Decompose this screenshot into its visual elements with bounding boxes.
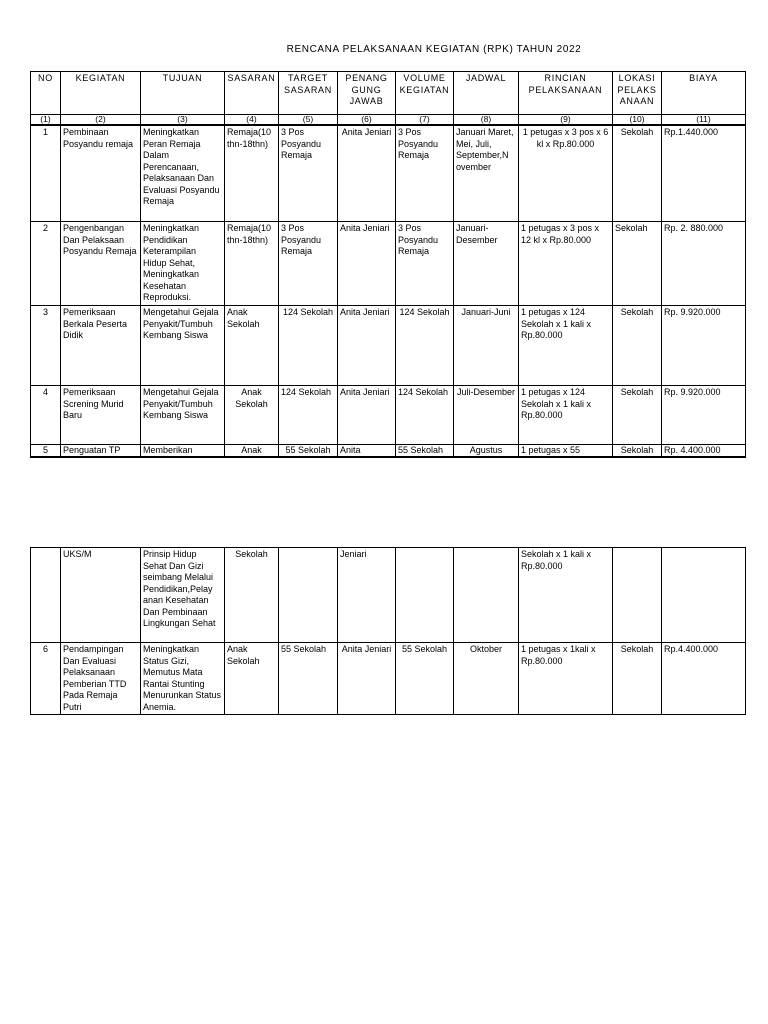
table-row: [31, 548, 746, 643]
cell-penanggung-jawab: Anita Jeniari: [338, 386, 396, 445]
cell-lokasi: Sekolah: [613, 306, 662, 386]
cell-kegiatan: Pemeriksaan Berkala Peserta Didik: [61, 306, 141, 386]
cell-jadwal: Agustus: [454, 445, 519, 458]
cell-no: 3: [31, 306, 61, 386]
cell-kegiatan: Penguatan TP: [61, 445, 141, 458]
header-kegiatan: KEGIATAN: [61, 72, 141, 115]
cell-lokasi: Sekolah: [613, 643, 662, 715]
cell-lokasi: Sekolah: [613, 445, 662, 458]
cell-rincian: 1 petugas x 124 Sekolah x 1 kali x Rp.80.000: [519, 386, 613, 445]
cell-lokasi: Sekolah: [613, 222, 662, 306]
column-number: (6): [338, 115, 396, 126]
header-tujuan: TUJUAN: [141, 72, 225, 115]
cell-lokasi: Sekolah: [613, 125, 662, 222]
header-target-sasaran: TARGET SASARAN: [279, 72, 338, 115]
cell-target: 3 Pos Posyandu Remaja: [279, 125, 338, 222]
table-row: [31, 445, 746, 458]
cell-rincian: 1 petugas x 3 pos x 12 kl x Rp.80.000: [519, 222, 613, 306]
cell-rincian: 1 petugas x 124 Sekolah x 1 kali x Rp.80.000: [519, 306, 613, 386]
header-rincian-pelaksanaan: RINCIAN PELAKSANAAN: [519, 72, 613, 115]
cell-target: 124 Sekolah: [279, 306, 338, 386]
cell-biaya: Rp.4.400.000: [662, 643, 746, 715]
cell-biaya: [662, 548, 746, 643]
column-number: (9): [519, 115, 613, 126]
cell-jadwal: Oktober: [454, 643, 519, 715]
table-row: [31, 643, 746, 715]
cell-volume: 124 Sekolah: [396, 386, 454, 445]
header-sasaran: SASARAN: [225, 72, 279, 115]
cell-tujuan: Mengetahui Gejala Penyakit/Tumbuh Kembang Siswa: [141, 306, 225, 386]
cell-no: 2: [31, 222, 61, 306]
column-number: (5): [279, 115, 338, 126]
column-number: (1): [31, 115, 61, 126]
cell-rincian: 1 petugas x 1kali x Rp.80.000: [519, 643, 613, 715]
cell-sasaran: Anak Sekolah: [225, 643, 279, 715]
cell-jadwal: Januari-Desember: [454, 222, 519, 306]
cell-target: 124 Sekolah: [279, 386, 338, 445]
cell-kegiatan: Pembinaan Posyandu remaja: [61, 125, 141, 222]
cell-penanggung-jawab: Anita Jeniari: [338, 222, 396, 306]
cell-biaya: Rp. 4.400.000: [662, 445, 746, 458]
cell-sasaran: Anak: [225, 445, 279, 458]
cell-volume: [396, 548, 454, 643]
document-title: RENCANA PELAKSANAAN KEGIATAN (RPK) TAHUN 2022: [286, 44, 582, 55]
cell-sasaran: Anak Sekolah: [225, 306, 279, 386]
header-no: NO: [31, 72, 61, 115]
table-row: [31, 386, 746, 445]
cell-sasaran: Sekolah: [225, 548, 279, 643]
column-number: (4): [225, 115, 279, 126]
cell-sasaran: Anak Sekolah: [225, 386, 279, 445]
cell-target: 55 Sekolah: [279, 445, 338, 458]
cell-jadwal: [454, 548, 519, 643]
table-row: [31, 306, 746, 386]
cell-penanggung-jawab: Anita Jeniari: [338, 643, 396, 715]
cell-target: 55 Sekolah: [279, 643, 338, 715]
cell-jadwal: Januari Maret, Mei, Juli, September,N ovember: [454, 125, 519, 222]
cell-penanggung-jawab: Anita Jeniari: [338, 125, 396, 222]
cell-no: 5: [31, 445, 61, 458]
cell-tujuan: Meningkatkan Peran Remaja Dalam Perencanaan, Pelaksanaan Dan Evaluasi Posyandu Remaja: [141, 125, 225, 222]
cell-kegiatan: Pengenbangan Dan Pelaksaan Posyandu Remaja: [61, 222, 141, 306]
cell-tujuan: Mengetahui Gejala Penyakit/Tumbuh Kembang Siswa: [141, 386, 225, 445]
column-number-row: [31, 115, 746, 126]
cell-target: [279, 548, 338, 643]
cell-sasaran: Remaja(10 thn-18thn): [225, 222, 279, 306]
cell-tujuan: Prinsip Hidup Sehat Dan Gizi seimbang Melalui Pendidikan,Pelay anan Kesehatan Dan Pembinaan Lingkungan Sehat: [141, 548, 225, 643]
cell-volume: 55 Sekolah: [396, 445, 454, 458]
column-number: (2): [61, 115, 141, 126]
cell-volume: 55 Sekolah: [396, 643, 454, 715]
table-row: [31, 125, 746, 222]
rpk-table-page-1: [30, 71, 746, 458]
cell-volume: 124 Sekolah: [396, 306, 454, 386]
cell-jadwal: Juli-Desember: [454, 386, 519, 445]
column-number: (3): [141, 115, 225, 126]
cell-kegiatan: Pemeriksaan Screning Murid Baru: [61, 386, 141, 445]
cell-biaya: Rp. 9.920.000: [662, 306, 746, 386]
table-row: [31, 222, 746, 306]
column-number: (10): [613, 115, 662, 126]
cell-no: 4: [31, 386, 61, 445]
cell-target: 3 Pos Posyandu Remaja: [279, 222, 338, 306]
cell-penanggung-jawab: Jeniari: [338, 548, 396, 643]
cell-tujuan: Meningkatkan Status Gizi, Memutus Mata Rantai Stunting Menurunkan Status Anemia.: [141, 643, 225, 715]
cell-tujuan: Memberikan: [141, 445, 225, 458]
cell-kegiatan: UKS/M: [61, 548, 141, 643]
cell-biaya: Rp. 9.920.000: [662, 386, 746, 445]
header-row: [31, 72, 746, 115]
cell-kegiatan: Pendampingan Dan Evaluasi Pelaksanaan Pemberian TTD Pada Remaja Putri: [61, 643, 141, 715]
cell-jadwal: Januari-Juni: [454, 306, 519, 386]
column-number: (8): [454, 115, 519, 126]
cell-penanggung-jawab: Anita Jeniari: [338, 306, 396, 386]
cell-no: 6: [31, 643, 61, 715]
cell-rincian: 1 petugas x 3 pos x 6 kl x Rp.80.000: [519, 125, 613, 222]
cell-biaya: Rp.1.440.000: [662, 125, 746, 222]
header-jadwal: JADWAL: [454, 72, 519, 115]
cell-lokasi: [613, 548, 662, 643]
column-number: (11): [662, 115, 746, 126]
rpk-table-page-2: [30, 547, 746, 715]
cell-no: [31, 548, 61, 643]
header-volume-kegiatan: VOLUME KEGIATAN: [396, 72, 454, 115]
cell-volume: 3 Pos Posyandu Remaja: [396, 222, 454, 306]
cell-volume: 3 Pos Posyandu Remaja: [396, 125, 454, 222]
header-lokasi-pelaksanaan: LOKASI PELAKS ANAAN: [613, 72, 662, 115]
header-biaya: BIAYA: [662, 72, 746, 115]
cell-rincian: 1 petugas x 55: [519, 445, 613, 458]
cell-sasaran: Remaja(10 thn-18thn): [225, 125, 279, 222]
cell-penanggung-jawab: Anita: [338, 445, 396, 458]
cell-rincian: Sekolah x 1 kali x Rp.80.000: [519, 548, 613, 643]
cell-lokasi: Sekolah: [613, 386, 662, 445]
column-number: (7): [396, 115, 454, 126]
cell-biaya: Rp. 2. 880.000: [662, 222, 746, 306]
cell-tujuan: Meningkatkan Pendidikan Keterampilan Hidup Sehat, Meningkatkan Kesehatan Reproduksi.: [141, 222, 225, 306]
cell-no: 1: [31, 125, 61, 222]
header-penanggung-jawab: PENANG GUNG JAWAB: [338, 72, 396, 115]
